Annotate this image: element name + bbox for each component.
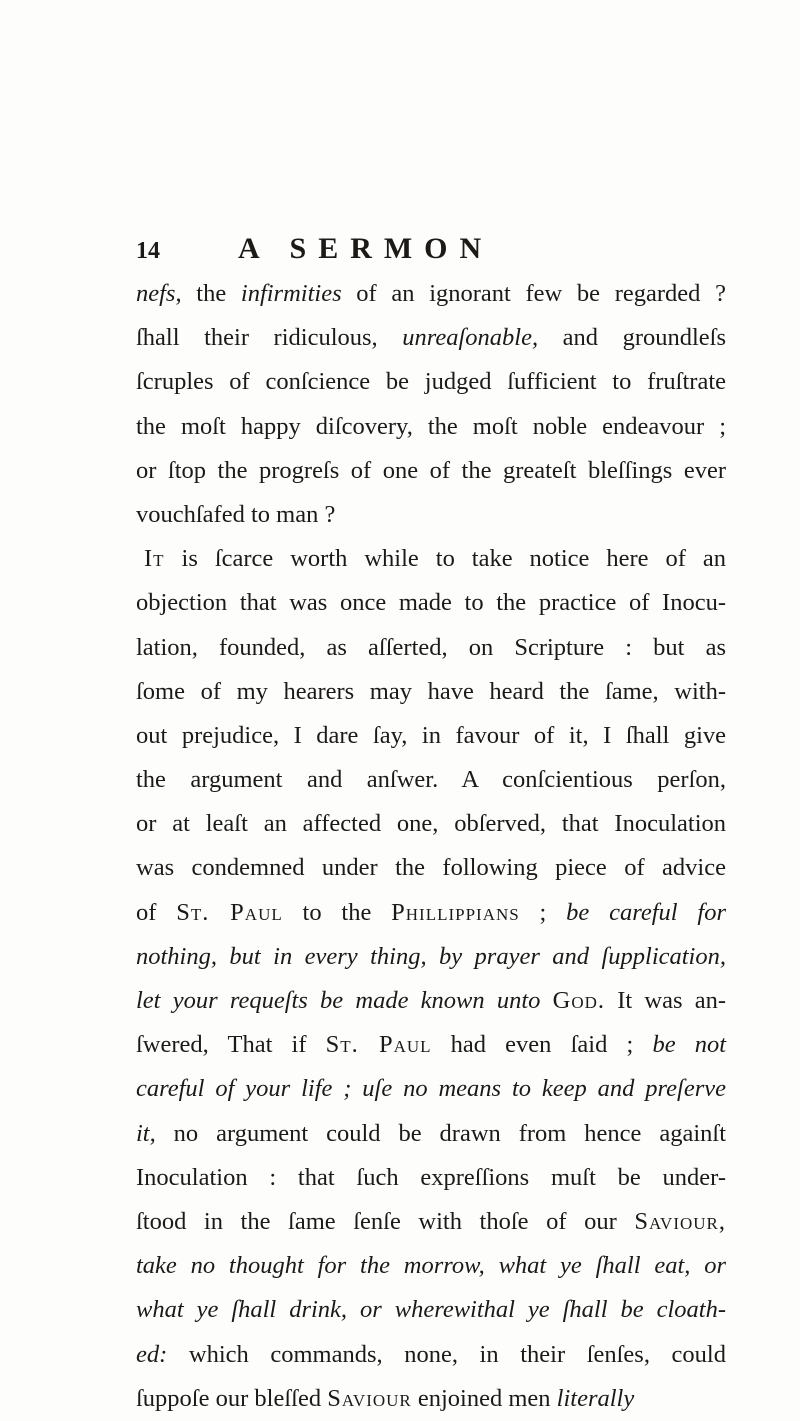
italic-text: literally [556, 1384, 635, 1412]
small-caps-text: St. Paul [176, 898, 283, 926]
small-caps-text: Saviour [327, 1384, 412, 1412]
text-line [136, 802, 726, 846]
text-line [136, 405, 726, 449]
text-line [136, 316, 726, 360]
italic-text: careful of your life ; uſe no means to keep and preſerve [136, 1075, 726, 1103]
text-run: ſuppoſe our bleſſed [136, 1384, 328, 1412]
text-line [136, 670, 726, 714]
text-run: out prejudice, I dare ſay, in favour of it, I ſhall give [136, 721, 726, 749]
text-run: ſcruples of conſcience be judged ſufficient to fruſtrate [136, 368, 726, 396]
text-run: vouchſafed to man ? [136, 500, 336, 528]
text-run: of [136, 898, 177, 926]
text-run: no argument could be drawn from hence againſt [155, 1119, 726, 1147]
text-line [136, 1112, 726, 1156]
text-line [136, 626, 726, 670]
text-run: the moſt happy diſcovery, the moſt noble endeavour ; [136, 412, 726, 440]
text-line [136, 1067, 726, 1111]
text-run: , the [175, 280, 241, 307]
text-run: ; [519, 898, 567, 926]
small-caps-text: It [144, 545, 165, 573]
text-line [136, 360, 726, 404]
italic-text: nefs [136, 280, 176, 307]
text-run: ſtood in the ſame ſenſe with thoſe of our [136, 1207, 635, 1235]
text-run: was condemned under the following piece of advice [136, 854, 726, 882]
text-run: or at leaſt an affected one, obſerved, that Inoculation [136, 810, 726, 838]
sermon-body-text [136, 272, 726, 1421]
small-caps-text: Saviour, [634, 1207, 726, 1235]
text-line [136, 493, 726, 537]
text-run: and groundleſs [538, 324, 726, 352]
text-run: ſwered, That if [136, 1031, 326, 1059]
text-run: of an ignorant few be regarded ? [341, 280, 726, 307]
text-line [136, 537, 726, 581]
italic-text: unreaſonable, [402, 324, 539, 352]
italic-text: what ye ſhall drink, or wherewithal ye ſhall be cloath- [136, 1296, 726, 1324]
italic-text: it, [136, 1119, 156, 1147]
text-line [136, 714, 726, 758]
text-run [540, 987, 552, 1014]
text-run: had even ſaid ; [431, 1031, 653, 1059]
text-line [136, 1244, 726, 1288]
italic-text: ed: [136, 1340, 168, 1368]
small-caps-text: St. Paul [325, 1031, 432, 1059]
page-number: 14 [136, 238, 160, 264]
text-line [136, 979, 726, 1023]
text-line [136, 272, 726, 316]
italic-text: nothing, but in every thing, by prayer and ſupplication, [136, 942, 726, 970]
text-run: or ſtop the progreſs of one of the greateſt bleſſings ever [136, 456, 726, 484]
text-run: lation, founded, as aſſerted, on Scripture : but as [136, 633, 726, 661]
text-line [136, 935, 726, 979]
small-caps-text: Phillippians [391, 898, 520, 926]
text-line [136, 449, 726, 493]
text-line [136, 1288, 726, 1332]
italic-text: be not [652, 1031, 727, 1059]
italic-text: take no thought for the morrow, what ye ſhall eat, or [136, 1252, 726, 1280]
text-line [136, 1156, 726, 1200]
italic-text: let your requeſts be made known unto [136, 987, 541, 1014]
text-line [136, 1333, 726, 1377]
text-line [136, 1200, 726, 1244]
text-line [136, 846, 726, 890]
text-run: which commands, none, in their ſenſes, could [167, 1340, 726, 1368]
text-run: ſhall their ridiculous, [136, 324, 403, 352]
text-line [136, 581, 726, 625]
italic-text: infirmities [240, 280, 342, 307]
text-run: the argument and anſwer. A conſcientious perſon, [136, 766, 726, 794]
small-caps-text: God. [552, 987, 606, 1014]
text-run: ſome of my hearers may have heard the ſame, with- [136, 677, 726, 705]
text-line [136, 1377, 726, 1421]
italic-text: be careful for [566, 898, 726, 926]
text-run: objection that was once made to the practice of Inocu- [136, 589, 726, 617]
text-run: Inoculation : that ſuch expreſſions muſt be under- [136, 1163, 726, 1191]
text-line [136, 1023, 726, 1067]
text-run: to the [282, 898, 392, 926]
text-run: It was an- [605, 987, 727, 1014]
page-header [136, 232, 726, 272]
text-run: is ſcarce worth while to take notice here of an [164, 545, 726, 573]
text-line [136, 758, 726, 802]
text-run: enjoined men [411, 1384, 557, 1412]
running-title: A SERMON [238, 232, 494, 265]
text-line [136, 891, 726, 935]
